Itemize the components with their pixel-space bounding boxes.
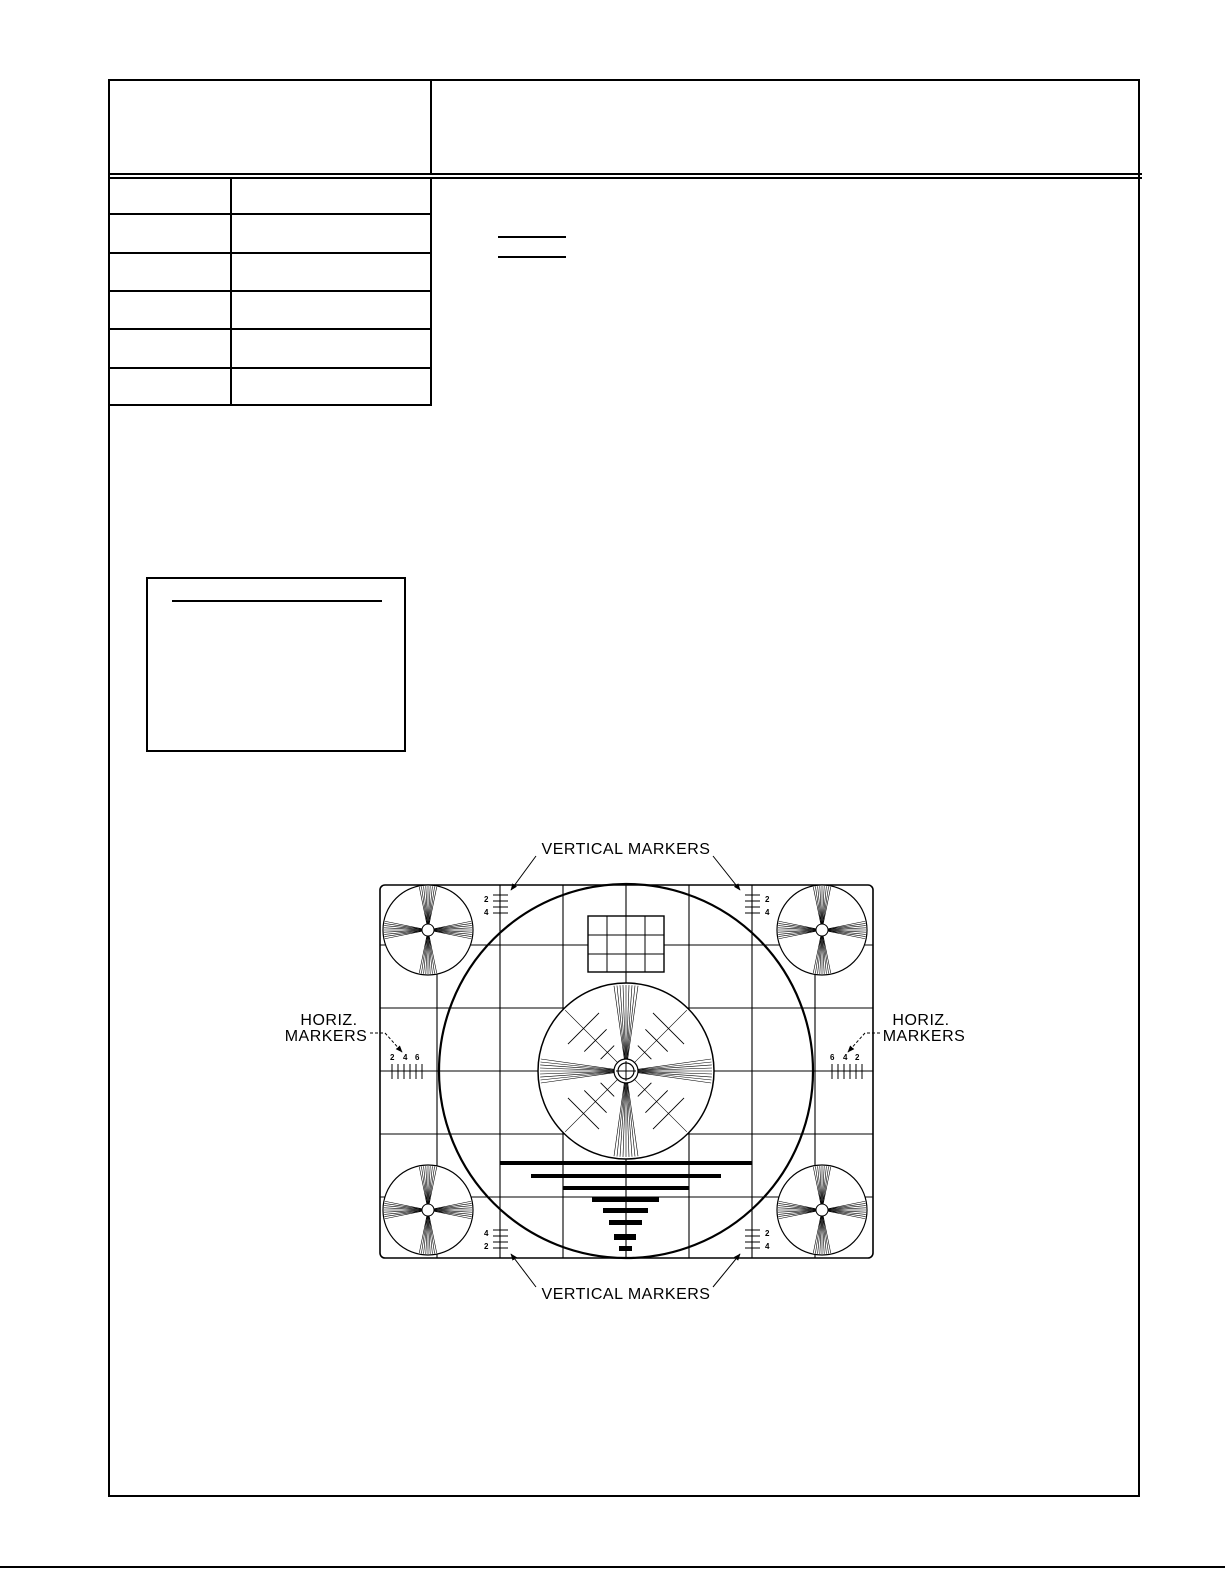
horizontal-marker-number: 4 xyxy=(843,1053,848,1062)
corner-center-ring xyxy=(816,1204,828,1216)
corner-center-ring xyxy=(422,1204,434,1216)
info-table-row-divider xyxy=(108,290,432,292)
vertical-marker-number: 2 xyxy=(765,1229,770,1238)
corner-center-ring xyxy=(816,924,828,936)
vertical-marker-number: 4 xyxy=(765,908,770,917)
horiz-markers-label: MARKERS xyxy=(882,1028,966,1045)
header-divider xyxy=(430,79,432,174)
info-table-row-divider xyxy=(108,367,432,369)
horizontal-marker-number: 4 xyxy=(403,1053,408,1062)
header-rule xyxy=(108,173,1142,175)
vertical-marker-number: 2 xyxy=(484,1242,489,1251)
info-table-row-divider xyxy=(108,213,432,215)
heading-underline xyxy=(498,236,566,238)
horiz-markers-label: MARKERS xyxy=(284,1028,368,1045)
footer-rule xyxy=(0,1566,1225,1568)
note-box-rule xyxy=(172,600,382,602)
vertical-marker-number: 2 xyxy=(484,895,489,904)
heading-underline xyxy=(498,256,566,258)
vertical-marker-number: 4 xyxy=(484,1229,489,1238)
corner-center-ring xyxy=(422,924,434,936)
vertical-marker-number: 4 xyxy=(484,908,489,917)
info-table-row-divider xyxy=(108,328,432,330)
horizontal-marker-number: 6 xyxy=(830,1053,835,1062)
info-table-row-divider xyxy=(108,252,432,254)
vertical-marker-number: 2 xyxy=(765,895,770,904)
note-box xyxy=(146,577,406,752)
horiz-markers-label: HORIZ. xyxy=(892,1012,950,1029)
horiz-markers-label: HORIZ. xyxy=(300,1012,358,1029)
horizontal-marker-number: 2 xyxy=(390,1053,395,1062)
vertical-markers-label: VERTICAL MARKERS xyxy=(541,1286,711,1303)
horizontal-marker-number: 2 xyxy=(855,1053,860,1062)
vertical-marker-number: 4 xyxy=(765,1242,770,1251)
vertical-markers-label: VERTICAL MARKERS xyxy=(541,841,711,858)
test-pattern-diagram xyxy=(270,832,980,1310)
resolution-grid xyxy=(588,916,664,972)
horizontal-marker-number: 6 xyxy=(415,1053,420,1062)
